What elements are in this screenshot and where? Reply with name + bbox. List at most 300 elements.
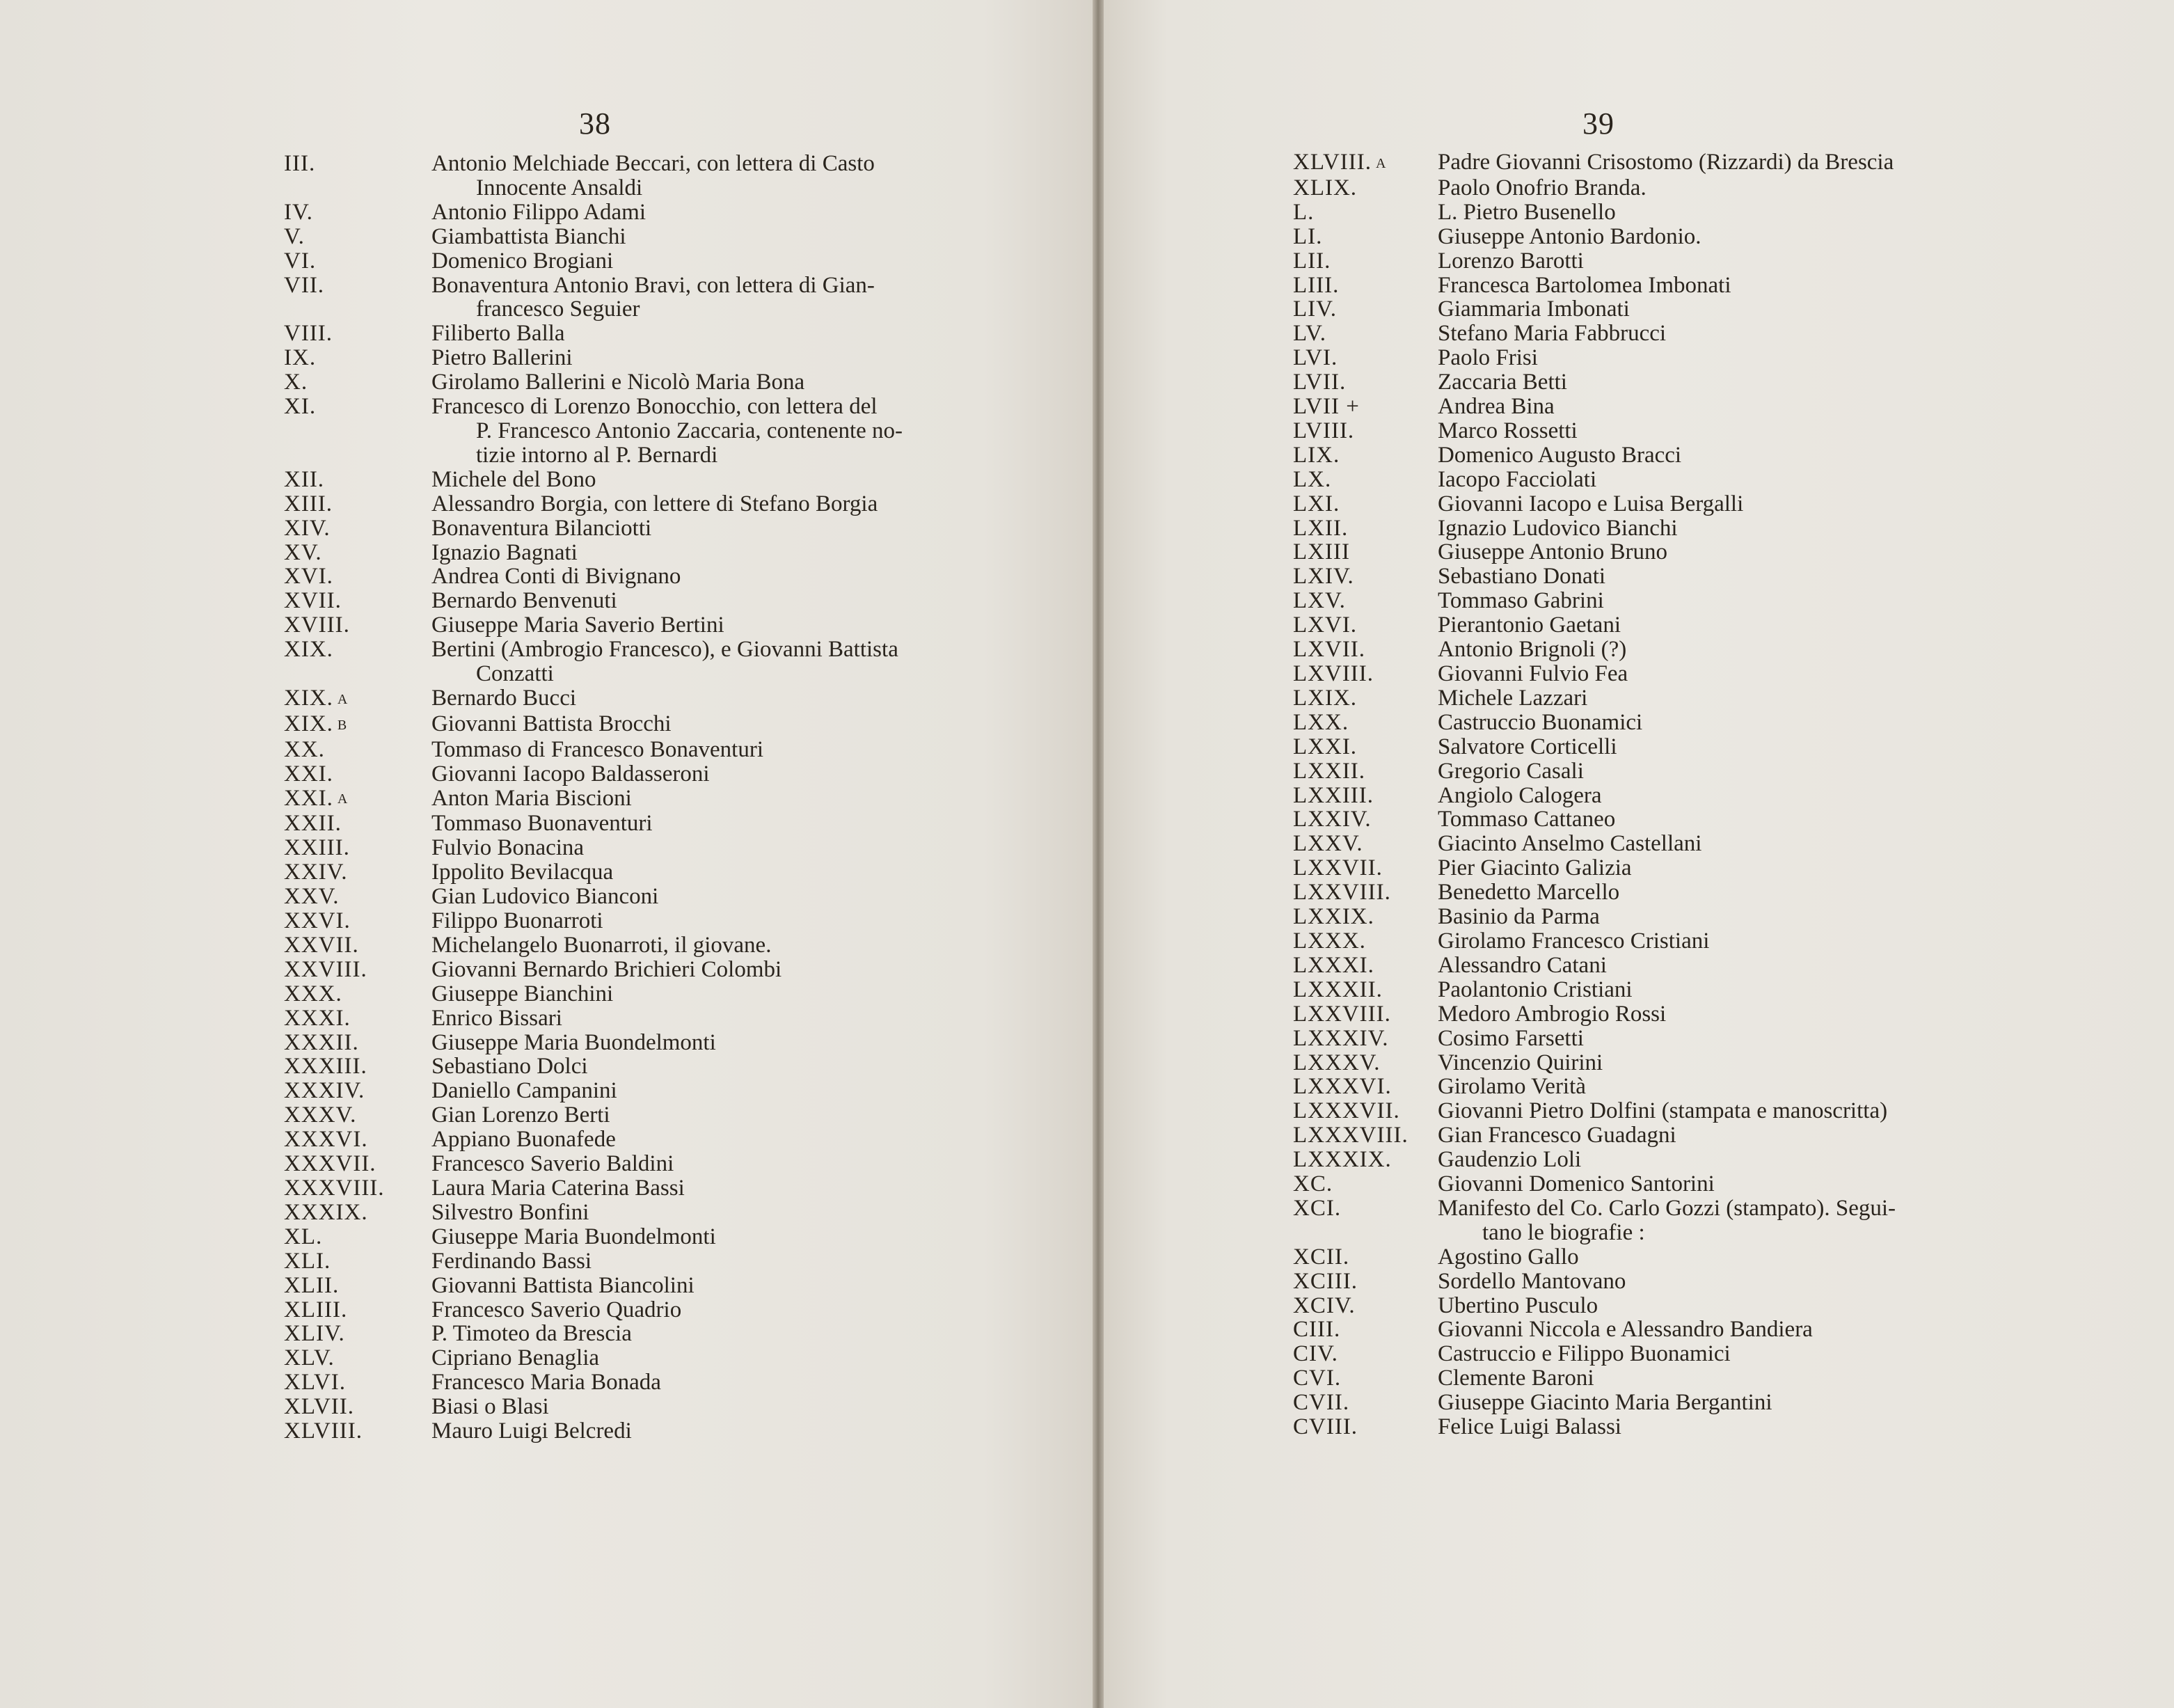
list-item <box>1293 1148 1996 1172</box>
entry-text: Silvestro Bonfini <box>431 1199 589 1225</box>
list-item <box>284 762 994 786</box>
entry-text: Biasi o Blasi <box>431 1394 549 1420</box>
entry-name <box>1438 662 1996 686</box>
list-item <box>1293 468 1996 492</box>
roman-numeral: LXXXIX. <box>1293 1147 1392 1173</box>
list-item <box>1293 589 1996 613</box>
entry-number <box>1293 249 1438 274</box>
entry-number <box>284 249 431 274</box>
roman-numeral: IV. <box>284 199 313 225</box>
roman-numeral: XLI. <box>284 1248 331 1274</box>
list-item <box>1293 832 1996 856</box>
entry-text: Cipriano Benaglia <box>431 1345 600 1371</box>
entry-text: P. Timoteo da Brescia <box>431 1321 632 1347</box>
roman-numeral: LXXXII. <box>1293 976 1383 1002</box>
list-item <box>284 516 994 541</box>
entry-number <box>284 1006 431 1031</box>
entry-text: Filippo Buonarroti <box>431 908 603 933</box>
entry-name <box>431 812 994 836</box>
entry-name <box>1438 1415 1996 1439</box>
roman-numeral: XV. <box>284 539 322 565</box>
entry-number <box>1293 443 1438 468</box>
book-gutter <box>1093 0 1104 1708</box>
list-item <box>1293 492 1996 516</box>
list-item <box>1293 1172 1996 1196</box>
entry-list <box>1293 150 1996 1439</box>
entry-name <box>1438 1148 1996 1172</box>
entry-name <box>431 786 994 812</box>
roman-numeral: LXIII <box>1293 539 1350 565</box>
list-item <box>1293 759 1996 784</box>
entry-name <box>1438 249 1996 274</box>
entry-name <box>1438 589 1996 613</box>
entry-text: Andrea Conti di Bivignano <box>431 564 681 590</box>
roman-numeral: XCIV. <box>1293 1292 1356 1318</box>
roman-numeral: XCII. <box>1293 1244 1350 1270</box>
entry-name <box>431 1395 994 1419</box>
entry-name <box>1438 978 1996 1002</box>
entry-name <box>1438 929 1996 954</box>
roman-numeral: XLIV. <box>284 1321 345 1347</box>
entry-number <box>1293 613 1438 638</box>
entry-text: Basinio da Parma <box>1438 904 1600 930</box>
entry-text: Giovanni Iacopo Baldasseroni <box>431 761 710 786</box>
entry-number <box>284 468 431 492</box>
roman-numeral: L. <box>1293 199 1315 225</box>
roman-numeral: LXXXVI. <box>1293 1074 1392 1100</box>
list-item <box>284 712 994 738</box>
entry-name <box>431 1054 994 1079</box>
list-item <box>1293 322 1996 346</box>
list-item <box>284 1201 994 1225</box>
list-item <box>1293 176 1996 200</box>
entry-name <box>1438 1027 1996 1051</box>
entry-number <box>1293 176 1438 200</box>
list-item <box>284 1395 994 1419</box>
entry-text: Gregorio Casali <box>1438 758 1584 784</box>
entry-number <box>284 812 431 836</box>
list-item <box>1293 978 1996 1002</box>
entry-name <box>1438 807 1996 832</box>
list-item <box>1293 1366 1996 1391</box>
entry-number <box>284 1322 431 1346</box>
roman-numeral: LXXXI. <box>1293 952 1374 978</box>
list-item <box>284 1176 994 1201</box>
roman-numeral: CVIII. <box>1293 1414 1358 1440</box>
entry-text: Francesco di Lorenzo Bonocchio, con lettera del <box>431 394 878 420</box>
entry-text: Giacinto Anselmo Castellani <box>1438 831 1702 857</box>
list-item <box>284 1006 994 1031</box>
entry-text: Francesco Saverio Quadrio <box>431 1297 682 1322</box>
entry-number <box>1293 1294 1438 1318</box>
entry-text: Bertini (Ambrogio Francesco), e Giovanni Battista <box>431 637 898 663</box>
list-item <box>1293 1002 1996 1027</box>
entry-name <box>431 1128 994 1152</box>
entry-number <box>1293 395 1438 419</box>
entry-text: Francesco Maria Bonada <box>431 1370 661 1395</box>
list-item <box>284 249 994 274</box>
roman-numeral: XC. <box>1293 1171 1333 1197</box>
roman-numeral: XXXV. <box>284 1102 357 1128</box>
entry-number <box>1293 1051 1438 1075</box>
roman-numeral: XVII. <box>284 588 342 614</box>
list-item <box>284 370 994 395</box>
entry-name <box>431 836 994 860</box>
list-item <box>1293 784 1996 808</box>
entry-text: Antonio Filippo Adami <box>431 199 646 225</box>
entry-list <box>284 152 994 1444</box>
entry-text: Michele del Bono <box>431 466 596 492</box>
entry-name <box>431 1370 994 1395</box>
roman-numeral: LVIII. <box>1293 418 1355 443</box>
entry-number <box>1293 638 1438 662</box>
roman-numeral: LXXX. <box>1293 928 1366 954</box>
entry-number <box>284 274 431 322</box>
entry-text: Appiano Buonafede <box>431 1127 616 1153</box>
entry-name <box>431 1103 994 1128</box>
entry-text: Paolo Onofrio Branda. <box>1438 175 1647 200</box>
entry-text: Marco Rossetti <box>1438 418 1578 443</box>
entry-number <box>284 564 431 589</box>
entry-text: Sordello Mantovano <box>1438 1268 1626 1294</box>
entry-text: Gaudenzio Loli <box>1438 1147 1582 1173</box>
list-item <box>284 1346 994 1370</box>
list-item <box>1293 1027 1996 1051</box>
list-item <box>1293 419 1996 443</box>
entry-name <box>431 613 994 638</box>
entry-text: Ferdinando Bassi <box>431 1248 592 1274</box>
list-item <box>1293 297 1996 322</box>
entry-number <box>284 1103 431 1128</box>
entry-number <box>1293 784 1438 808</box>
entry-text: Enrico Bissari <box>431 1005 562 1031</box>
roman-numeral: LIV. <box>1293 296 1337 322</box>
roman-numeral: LX. <box>1293 466 1332 492</box>
entry-name <box>431 1176 994 1201</box>
roman-numeral: XXXIII. <box>284 1054 367 1080</box>
roman-numeral: XIX. <box>284 685 333 711</box>
roman-numeral: XLVI. <box>284 1370 347 1395</box>
list-item <box>284 1419 994 1444</box>
roman-numeral: III. <box>284 151 316 176</box>
roman-numeral: XXII. <box>284 811 342 837</box>
entry-name <box>431 541 994 565</box>
list-item <box>1293 613 1996 638</box>
entry-number <box>284 1054 431 1079</box>
entry-text: Giovanni Bernardo Brichieri Colombi <box>431 956 782 982</box>
entry-text: Padre Giovanni Crisostomo (Rizzardi) da Brescia <box>1438 150 1894 175</box>
entry-text: Alessandro Catani <box>1438 952 1607 978</box>
entry-text: Tommaso Cattaneo <box>1438 807 1616 832</box>
list-item <box>1293 370 1996 395</box>
entry-text: Filiberto Balla <box>431 321 565 347</box>
roman-numeral: XIII. <box>284 491 333 516</box>
entry-number <box>284 712 431 738</box>
list-item <box>284 274 994 322</box>
list-item <box>1293 1196 1996 1245</box>
entry-text: Vincenzio Quirini <box>1438 1050 1603 1075</box>
entry-suffix: A <box>337 691 349 707</box>
roman-numeral: LVII. <box>1293 370 1347 395</box>
entry-text: Ippolito Bevilacqua <box>431 860 614 885</box>
entry-text: Castruccio Buonamici <box>1438 709 1643 735</box>
entry-number <box>1293 1391 1438 1415</box>
entry-name <box>1438 1366 1996 1391</box>
roman-numeral: XLV. <box>284 1345 335 1371</box>
list-item <box>1293 1318 1996 1342</box>
roman-numeral: LXXIV. <box>1293 807 1372 832</box>
entry-text: L. Pietro Busenello <box>1438 199 1616 225</box>
entry-name <box>1438 784 1996 808</box>
entry-name <box>431 1031 994 1055</box>
entry-number <box>1293 492 1438 516</box>
entry-number <box>284 738 431 762</box>
entry-number <box>284 686 431 712</box>
roman-numeral: LVI. <box>1293 345 1338 371</box>
list-item <box>284 1322 994 1346</box>
entry-number <box>1293 370 1438 395</box>
entry-number <box>284 958 431 982</box>
entry-text: Lorenzo Barotti <box>1438 248 1584 274</box>
entry-number <box>284 1079 431 1103</box>
entry-text: Castruccio e Filippo Buonamici <box>1438 1341 1731 1367</box>
list-item <box>1293 200 1996 225</box>
roman-numeral: XCIII. <box>1293 1268 1358 1294</box>
entry-number <box>1293 564 1438 589</box>
roman-numeral: LXX. <box>1293 709 1349 735</box>
entry-name <box>431 200 994 225</box>
roman-numeral: CIII. <box>1293 1317 1341 1343</box>
right-page <box>1104 0 2174 1708</box>
entry-number <box>1293 225 1438 249</box>
list-item <box>284 1152 994 1176</box>
entry-number <box>284 638 431 686</box>
entry-text: Pietro Ballerini <box>431 345 573 371</box>
list-item <box>1293 443 1996 468</box>
entry-text: Michele Lazzari <box>1438 685 1588 711</box>
roman-numeral: XXVI. <box>284 908 351 933</box>
list-item <box>284 1128 994 1152</box>
entry-name <box>1438 540 1996 564</box>
entry-text: Giovanni Niccola e Alessandro Bandiera <box>1438 1317 1813 1343</box>
roman-numeral: XXI. <box>284 761 333 786</box>
entry-name <box>1438 419 1996 443</box>
entry-text: Giuseppe Bianchini <box>431 981 614 1006</box>
entry-name <box>1438 492 1996 516</box>
entry-name <box>431 933 994 958</box>
roman-numeral: LV. <box>1293 321 1326 347</box>
entry-name <box>431 152 994 200</box>
entry-number <box>284 1298 431 1322</box>
entry-text: Agostino Gallo <box>1438 1244 1579 1270</box>
entry-text: Pierantonio Gaetani <box>1438 612 1621 638</box>
roman-numeral: XXVIII. <box>284 956 367 982</box>
entry-name <box>1438 1318 1996 1342</box>
entry-name <box>431 589 994 613</box>
entry-name <box>431 1249 994 1274</box>
entry-number <box>284 395 431 468</box>
entry-text: Giuseppe Maria Buondelmonti <box>431 1224 716 1249</box>
roman-numeral: XLVIII. <box>284 1418 363 1444</box>
entry-text-continued: Innocente Ansaldi <box>476 175 643 200</box>
entry-text: Zaccaria Betti <box>1438 370 1567 395</box>
entry-text: Ignazio Ludovico Bianchi <box>1438 515 1678 541</box>
entry-suffix: A <box>337 791 349 807</box>
entry-name <box>431 346 994 370</box>
list-item <box>1293 1123 1996 1148</box>
roman-numeral: LXIX. <box>1293 685 1358 711</box>
entry-text: Giambattista Bianchi <box>431 223 626 249</box>
roman-numeral: XIX. <box>284 637 333 663</box>
entry-number <box>284 1152 431 1176</box>
entry-name <box>1438 274 1996 298</box>
entry-text: Bernardo Benvenuti <box>431 588 617 614</box>
entry-number <box>1293 1027 1438 1051</box>
entry-number <box>1293 1075 1438 1099</box>
entry-number <box>284 860 431 885</box>
list-item <box>284 1225 994 1249</box>
list-item <box>284 885 994 909</box>
list-item <box>284 346 994 370</box>
entry-number <box>1293 1172 1438 1196</box>
entry-number <box>284 982 431 1006</box>
roman-numeral: LII. <box>1293 248 1331 274</box>
roman-numeral: XXI. <box>284 785 333 811</box>
list-item <box>284 200 994 225</box>
entry-number <box>284 589 431 613</box>
list-item <box>1293 516 1996 541</box>
entry-text: Benedetto Marcello <box>1438 880 1620 906</box>
roman-numeral: XXV. <box>284 884 340 910</box>
list-item <box>284 786 994 812</box>
entry-name <box>1438 395 1996 419</box>
entry-name <box>1438 1342 1996 1366</box>
entry-name <box>1438 880 1996 905</box>
entry-text: Paolo Frisi <box>1438 345 1538 371</box>
list-item <box>284 1298 994 1322</box>
list-item <box>284 468 994 492</box>
entry-name <box>431 885 994 909</box>
entry-name <box>431 322 994 346</box>
entry-text: Domenico Brogiani <box>431 248 614 274</box>
entry-number <box>1293 905 1438 929</box>
list-item <box>284 152 994 200</box>
roman-numeral: XII. <box>284 466 325 492</box>
list-item <box>284 564 994 589</box>
entry-text: Pier Giacinto Galizia <box>1438 855 1632 881</box>
entry-text: Felice Luigi Balassi <box>1438 1414 1621 1440</box>
entry-name <box>431 638 994 686</box>
list-item <box>1293 880 1996 905</box>
roman-numeral: XXX. <box>284 981 342 1006</box>
roman-numeral: LXI. <box>1293 491 1340 516</box>
entry-name <box>1438 856 1996 880</box>
list-item <box>1293 711 1996 735</box>
entry-suffix: B <box>337 717 348 733</box>
entry-text: Francesco Saverio Baldini <box>431 1151 674 1177</box>
entry-text: Tommaso Buonaventuri <box>431 811 653 837</box>
list-item <box>284 613 994 638</box>
entry-name <box>1438 468 1996 492</box>
entry-name <box>1438 832 1996 856</box>
entry-number <box>1293 807 1438 832</box>
list-item <box>284 933 994 958</box>
entry-number <box>1293 322 1438 346</box>
entry-text: Anton Maria Biscioni <box>431 785 632 811</box>
entry-number <box>1293 856 1438 880</box>
entry-text: Antonio Brignoli (?) <box>1438 637 1627 663</box>
roman-numeral: LXVI. <box>1293 612 1358 638</box>
list-item <box>1293 1391 1996 1415</box>
entry-text-continued: P. Francesco Antonio Zaccaria, contenente no- <box>476 418 903 443</box>
entry-name <box>1438 905 1996 929</box>
list-item <box>1293 1294 1996 1318</box>
entry-number <box>284 322 431 346</box>
roman-numeral: XXXII. <box>284 1029 359 1055</box>
entry-text: Cosimo Farsetti <box>1438 1025 1584 1051</box>
entry-text: Ignazio Bagnati <box>431 539 578 565</box>
list-item <box>284 1274 994 1298</box>
entry-number <box>1293 1415 1438 1439</box>
entry-name <box>431 958 994 982</box>
roman-numeral: LXXXIV. <box>1293 1025 1389 1051</box>
entry-name <box>431 1201 994 1225</box>
entry-name <box>431 1079 994 1103</box>
roman-numeral: LXVII. <box>1293 637 1366 663</box>
entry-text: Giammaria Imbonati <box>1438 296 1630 322</box>
list-item <box>1293 638 1996 662</box>
entry-name <box>431 225 994 249</box>
entry-number <box>284 516 431 541</box>
entry-name <box>1438 1245 1996 1270</box>
entry-number <box>1293 1342 1438 1366</box>
entry-number <box>1293 1148 1438 1172</box>
roman-numeral: XX. <box>284 736 325 762</box>
entry-number <box>284 786 431 812</box>
entry-text: Giovanni Pietro Dolfini (stampata e manoscritta) <box>1438 1098 1888 1124</box>
entry-number <box>1293 954 1438 978</box>
entry-number <box>284 370 431 395</box>
roman-numeral: XCI. <box>1293 1195 1342 1221</box>
roman-numeral: XXIII. <box>284 835 350 861</box>
list-item <box>1293 150 1996 176</box>
entry-name <box>1438 1123 1996 1148</box>
entry-name <box>1438 200 1996 225</box>
list-item <box>1293 225 1996 249</box>
roman-numeral: LXV. <box>1293 588 1346 614</box>
roman-numeral: XI. <box>284 394 317 420</box>
entry-number <box>284 1274 431 1298</box>
roman-numeral: XXVII. <box>284 932 359 958</box>
roman-numeral: LXXII. <box>1293 758 1366 784</box>
entry-text: Giuseppe Antonio Bruno <box>1438 539 1667 565</box>
entry-name <box>431 1006 994 1031</box>
entry-name <box>431 564 994 589</box>
roman-numeral: XL. <box>284 1224 323 1249</box>
entry-name <box>431 686 994 712</box>
entry-text: Tommaso di Francesco Bonaventuri <box>431 736 764 762</box>
entry-number <box>284 762 431 786</box>
list-item <box>284 909 994 933</box>
list-item <box>1293 686 1996 711</box>
entry-text: Fulvio Bonacina <box>431 835 585 861</box>
roman-numeral: LVII + <box>1293 394 1360 420</box>
entry-name <box>431 1152 994 1176</box>
list-item <box>1293 662 1996 686</box>
entry-number <box>1293 346 1438 370</box>
entry-text: Bernardo Bucci <box>431 685 577 711</box>
entry-text: Daniello Campanini <box>431 1078 617 1104</box>
